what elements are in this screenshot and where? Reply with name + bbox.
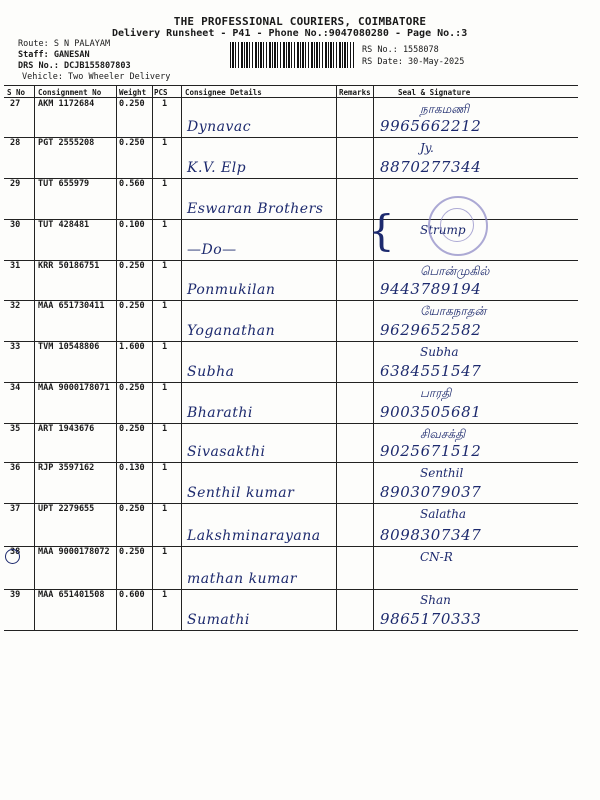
row-consignment: MAA 9000178071 (38, 383, 110, 393)
row-signature: சிவசக்தி (420, 427, 466, 441)
header-bottom-rule (4, 97, 578, 98)
row-rule (4, 219, 578, 220)
row-rule (4, 630, 578, 631)
row-consignment: MAA 9000178072 (38, 547, 110, 557)
row-phone: 6384551547 (380, 362, 482, 380)
row-consignment: RJP 3597162 (38, 463, 95, 473)
row-consignment: TUT 655979 (38, 179, 90, 189)
col-pcs: PCS (154, 88, 168, 97)
row-consignee-name: Eswaran Brothers (187, 201, 324, 217)
row-pcs: 1 (162, 261, 168, 271)
row-signature: Salatha (420, 507, 467, 521)
row-pcs: 1 (162, 590, 168, 600)
row-consignee-name: Lakshminarayana (187, 528, 321, 544)
row-signature: நாகமணி (420, 102, 470, 116)
row-signature: Subha (420, 345, 459, 359)
col-rule (116, 85, 117, 630)
row-phone: 9629652582 (380, 321, 482, 339)
row-consignee-name: Subha (187, 364, 235, 380)
row-sno: 37 (10, 504, 21, 514)
row-pcs: 1 (162, 301, 168, 311)
row-sno: 32 (10, 301, 21, 311)
runsheet-title: Delivery Runsheet - P41 - Phone No.:9047080280 - Page No.:3 (112, 28, 468, 39)
row-weight: 0.250 (119, 383, 145, 393)
row-consignee-name: Bharathi (187, 405, 253, 421)
row-sno: 28 (10, 138, 21, 148)
row-consignment: PGT 2555208 (38, 138, 95, 148)
col-consignment: Consignment No (38, 88, 102, 97)
rs-number: RS No.: 1558078 (362, 45, 439, 55)
row-pcs: 1 (162, 179, 168, 189)
row-sno: 36 (10, 463, 21, 473)
barcode (230, 42, 354, 68)
row-phone: 8098307347 (380, 526, 482, 544)
row-pcs: 1 (162, 138, 168, 148)
row-weight: 0.250 (119, 261, 145, 271)
col-remarks: Remarks (339, 88, 371, 97)
row-consignee-name: mathan kumar (187, 571, 297, 587)
row-weight: 0.250 (119, 99, 145, 109)
row-sno: 29 (10, 179, 21, 189)
row-signature: Jy. (420, 141, 434, 155)
row-sno: 27 (10, 99, 21, 109)
row-weight: 0.130 (119, 463, 145, 473)
row-sno: 34 (10, 383, 21, 393)
bracket-mark: { (368, 206, 395, 255)
row-weight: 0.250 (119, 138, 145, 148)
row-phone: 9025671512 (380, 442, 482, 460)
row-weight: 0.250 (119, 547, 145, 557)
col-sno: S No (7, 88, 26, 97)
rs-date: RS Date: 30-May-2025 (362, 57, 465, 67)
row-consignment: MAA 651401508 (38, 590, 105, 600)
row-sno: 33 (10, 342, 21, 352)
row-pcs: 1 (162, 547, 168, 557)
row-weight: 1.600 (119, 342, 145, 352)
row-weight: 0.250 (119, 301, 145, 311)
row-38-circle-mark (5, 549, 20, 564)
row-consignment: MAA 651730411 (38, 301, 105, 311)
row-pcs: 1 (162, 99, 168, 109)
row-pcs: 1 (162, 463, 168, 473)
row-consignment: TUT 428481 (38, 220, 90, 230)
row-consignee-name: —Do— (187, 242, 237, 258)
company-name: THE PROFESSIONAL COURIERS, COIMBATORE (173, 15, 427, 28)
row-phone: 9443789194 (380, 280, 482, 298)
table-top-rule (4, 85, 578, 86)
row-pcs: 1 (162, 504, 168, 514)
row-weight: 0.250 (119, 504, 145, 514)
row-phone: 9865170333 (380, 610, 482, 628)
row-pcs: 1 (162, 220, 168, 230)
drs-number: DRS No.: DCJB155807803 (18, 61, 131, 71)
col-rule (34, 85, 35, 630)
row-sno: 38 (10, 547, 21, 557)
route: Route: S N PALAYAM (18, 39, 111, 49)
row-consignee-name: Dynavac (187, 119, 252, 135)
row-weight: 0.560 (119, 179, 145, 189)
row-consignee-name: Sumathi (187, 612, 250, 628)
row-weight: 0.250 (119, 424, 145, 434)
row-sno: 30 (10, 220, 21, 230)
row-pcs: 1 (162, 383, 168, 393)
row-consignee-name: Sivasakthi (187, 444, 266, 460)
row-consignment: TVM 10548806 (38, 342, 100, 352)
row-pcs: 1 (162, 342, 168, 352)
row-consignment: AKM 1172684 (38, 99, 95, 109)
row-weight: 0.600 (119, 590, 145, 600)
row-rule (4, 178, 578, 179)
row-signature: Senthil (420, 466, 464, 480)
row-signature: பாரதி (420, 386, 452, 400)
row-phone: 9003505681 (380, 403, 482, 421)
col-rule (336, 85, 337, 630)
row-phone: 8870277344 (380, 158, 482, 176)
row-consignment: KRR 50186751 (38, 261, 100, 271)
row-signature: பொன்முகில் (420, 264, 490, 278)
row-signature: Strump (420, 223, 466, 237)
col-rule (181, 85, 182, 630)
row-signature: யோகநாதன் (420, 304, 487, 318)
col-weight: Weight (119, 88, 147, 97)
col-seal: Seal & Signature (398, 88, 471, 97)
col-consignee: Consignee Details (185, 88, 262, 97)
vehicle: Vehicle: Two Wheeler Delivery (22, 72, 171, 82)
row-consignee-name: Ponmukilan (187, 282, 276, 298)
row-phone: 8903079037 (380, 483, 482, 501)
row-sno: 31 (10, 261, 21, 271)
row-sno: 39 (10, 590, 21, 600)
row-sno: 35 (10, 424, 21, 434)
row-signature: Shan (420, 593, 451, 607)
row-consignment: ART 1943676 (38, 424, 95, 434)
staff: Staff: GANESAN (18, 50, 90, 60)
row-consignee-name: Senthil kumar (187, 485, 295, 501)
col-rule (373, 85, 374, 630)
row-consignee-name: Yoganathan (187, 323, 276, 339)
row-phone: 9965662212 (380, 117, 482, 135)
row-weight: 0.100 (119, 220, 145, 230)
col-rule (152, 85, 153, 630)
row-consignee-name: K.V. Elp (187, 160, 247, 176)
row-signature: CN-R (420, 550, 453, 564)
row-consignment: UPT 2279655 (38, 504, 95, 514)
row-pcs: 1 (162, 424, 168, 434)
office-stamp (428, 196, 488, 256)
